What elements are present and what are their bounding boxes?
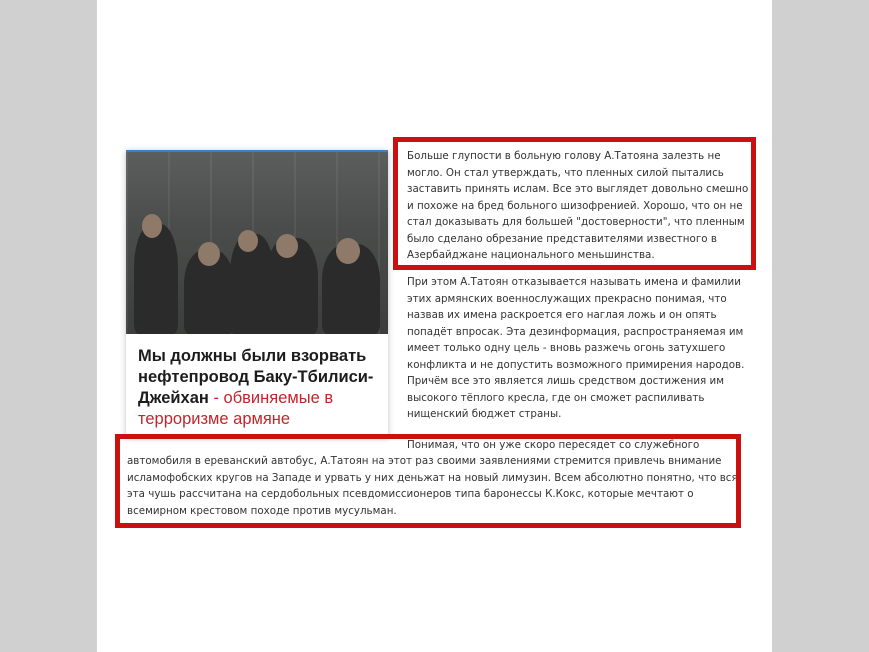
paragraph-1: Больше глупости в больную голову А.Татояна залезть не могло. Он стал утверждать, что пленных силой пытались заставить принять ислам. Все это выглядет довольно смешно и похоже на бред больного шизофренией. Хорошо, что он не стал доказывать для большей "достоверности", что пленным было сделано обрезание представителями известного в Азербайджане национального меньшинства. [407,150,749,261]
headline-accent: - обвиняемые в терроризме армяне [138,389,334,428]
highlight-box-bottom [115,434,741,528]
highlight-box-top [393,137,756,270]
person-head [238,230,258,252]
person-head [198,242,220,266]
headline-main: Мы должны были взорвать нефтепровод Баку-Тбилиси-Джейхан [138,347,374,407]
person-silhouette [134,224,178,334]
card-headline[interactable] [138,346,380,430]
paragraph-2: При этом А.Татоян отказывается называть имена и фамилии этих армянских военнослужащих прекрасно понимая, что назвав их имена раскроется его наглая ложь и он опять попадёт впросак. Эта дезинформация, распространяемая им имеет только одну цель - вновь разжечь огонь затухшего конфликта и не допустить возможного примирения народов. Причём все это является лишь средством достижения им высокого тёплого кресла, где он сможет распиливать нищенский бюджет страны. [407,276,745,420]
court-photo [126,152,388,334]
paragraph-3-start: Понимая, что он уже скоро пересядет со служебного [407,439,700,451]
paragraph-3-rest: автомобиля в ереванский автобус, А.Татоян на этот раз своими заявлениями стремится привлечь внимание исламофобских кругов на Западе и урвать у них деньжат на новый лимузин. Всем абсолютно понятно, что вся эта чушь рассчитана на сердобольных псевдомиссионеров типа баронессы К.Кокс, которые мечтают о всемирном крестовом походе против мусульман. [127,455,738,517]
person-head [142,214,162,238]
person-head [276,234,298,258]
person-head [336,238,360,264]
news-card[interactable] [126,150,388,437]
document-page [97,0,772,652]
